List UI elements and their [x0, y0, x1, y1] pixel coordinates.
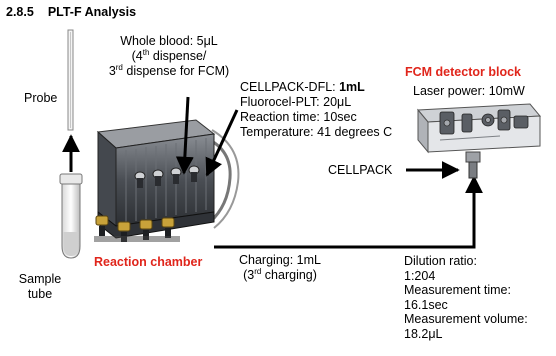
whole-blood-note	[94, 34, 244, 79]
measurement-note	[404, 254, 528, 342]
laser-power-label: Laser power: 10mW	[413, 84, 525, 98]
reaction-chamber-label: Reaction chamber	[94, 255, 203, 269]
sample-tube-label-line2: tube	[27, 287, 53, 301]
section-number: 2.8.5	[6, 5, 34, 19]
charging-arrow	[214, 177, 474, 247]
dilution-value: 1:204	[404, 268, 436, 283]
dilution-label: Dilution ratio:	[404, 254, 477, 268]
fluorocell-line: Fluorocel-PLT: 20μL	[240, 95, 352, 109]
sample-tube	[60, 174, 82, 258]
cellpack-label: CELLPACK	[328, 163, 393, 177]
reagents-note	[240, 80, 392, 140]
measurement-volume-label: Measurement volume:	[404, 312, 528, 327]
probe	[68, 30, 73, 130]
probe-label: Probe	[24, 91, 58, 105]
reaction-time-line: Reaction time: 10sec	[240, 110, 357, 124]
section-title: PLT-F Analysis	[47, 5, 137, 19]
charging-note	[232, 253, 328, 283]
temperature-line: Temperature: 41 degrees C	[240, 125, 393, 139]
reaction-chamber-machine	[94, 120, 238, 242]
whole-blood-line2: (4th dispense/	[131, 48, 207, 63]
measurement-time-value: 16.1sec	[404, 297, 448, 312]
sample-tube-label-line1: Sample	[18, 272, 62, 286]
charging-line1: Charging: 1mL	[239, 253, 321, 267]
fcm-detector-machine	[418, 104, 540, 178]
cellpack-dfl-line: CELLPACK-DFL: 1mL	[240, 80, 365, 94]
whole-blood-line3: 3rd dispense for FCM)	[108, 63, 230, 78]
measurement-time-label: Measurement time:	[404, 283, 511, 298]
charging-line2: (3rd charging)	[243, 267, 317, 282]
fcm-block-title: FCM detector block	[405, 65, 521, 79]
measurement-volume-value: 18.2μL	[404, 326, 443, 341]
sample-tube-label	[14, 272, 66, 302]
whole-blood-line1: Whole blood: 5μL	[120, 34, 218, 48]
